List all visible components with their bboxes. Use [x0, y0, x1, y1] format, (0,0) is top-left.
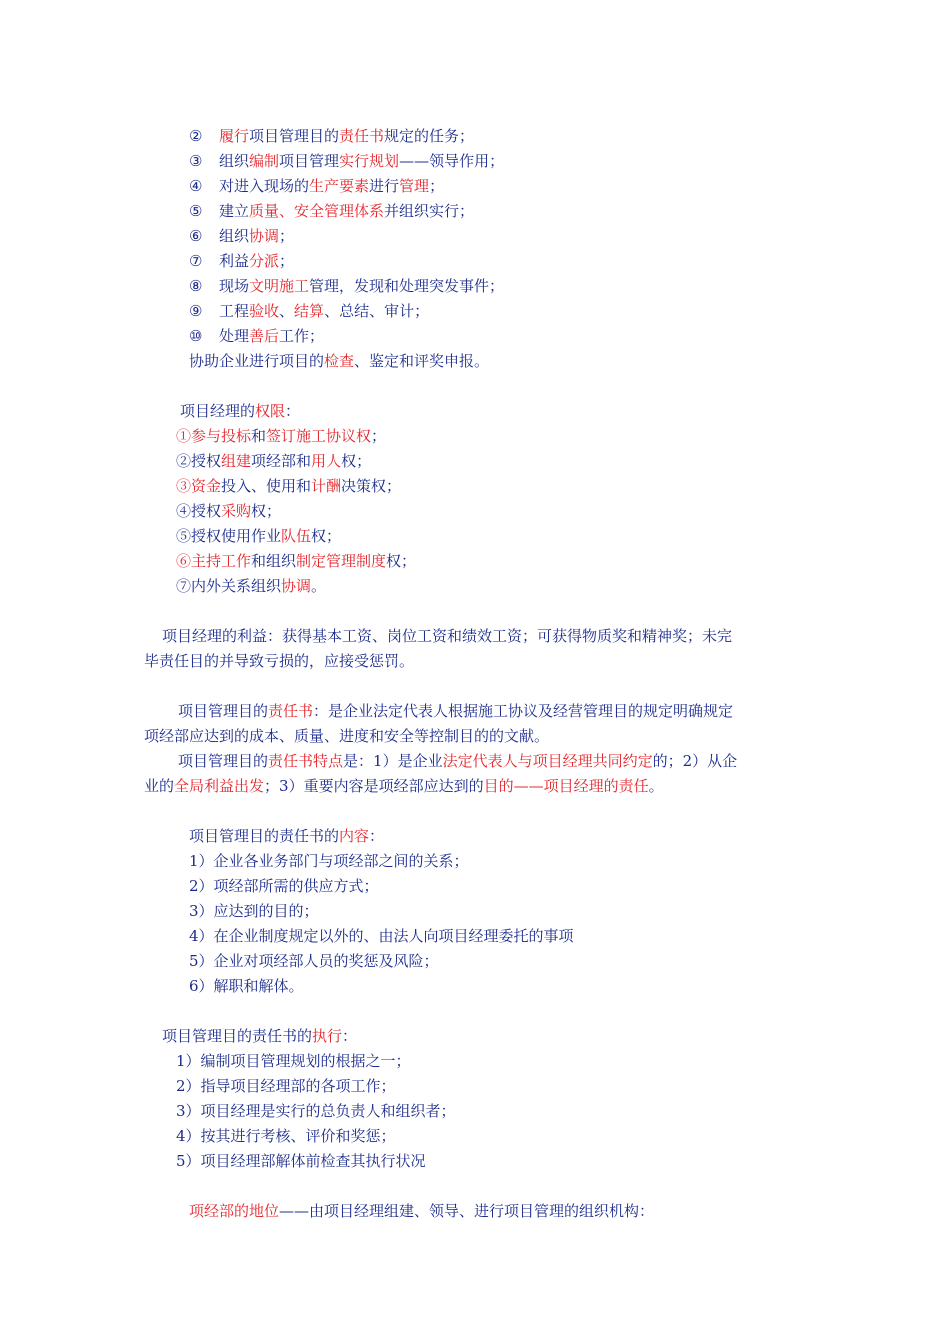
duty-num: ⑥ — [189, 227, 203, 245]
content-item: 6）解职和解体。 — [189, 977, 304, 995]
text-segment: 项目管理 — [279, 152, 340, 170]
duty-num: ④ — [189, 177, 203, 195]
highlighted-term: 责任书 — [339, 127, 385, 145]
text-segment: 的；2）从企 — [652, 752, 738, 770]
highlighted-term: 权限 — [255, 402, 286, 420]
highlighted-term: 实行规划 — [339, 152, 400, 170]
execution-item: 5）项目经理部解体前检查其执行状况 — [176, 1152, 426, 1170]
text-segment: 项经部和 — [251, 452, 312, 470]
highlighted-term: 制定管理制度 — [296, 552, 387, 570]
text-segment: 规定的任务； — [384, 127, 475, 145]
text-segment: 进行 — [369, 177, 400, 195]
highlighted-term: 全局利益出发 — [174, 777, 265, 795]
text-segment: 组织 — [219, 152, 250, 170]
highlighted-term: 法定代表人与项目经理共同约定 — [442, 752, 653, 770]
highlighted-term: 善后 — [249, 327, 280, 345]
text-segment: 是：1）是企业 — [343, 752, 443, 770]
highlighted-term: 协调 — [249, 227, 280, 245]
authority-item — [176, 426, 386, 446]
highlighted-term: 内容 — [339, 827, 370, 845]
text-segment: ——领导作用； — [399, 152, 505, 170]
text-segment: ②授权 — [176, 452, 222, 470]
authority-item — [176, 551, 416, 571]
highlighted-term: 采购 — [221, 502, 252, 520]
text-segment: 决策权； — [341, 477, 402, 495]
highlighted-term: 用人 — [311, 452, 342, 470]
text-segment: ； — [279, 227, 295, 245]
text-segment: 权； — [311, 527, 342, 545]
content-heading — [189, 826, 384, 846]
text-segment: 利益 — [219, 252, 250, 270]
highlighted-term: 组建 — [221, 452, 252, 470]
execution-heading — [162, 1026, 357, 1046]
highlighted-term: 协调 — [281, 577, 312, 595]
content-item: 3）应达到的目的； — [189, 902, 319, 920]
text-segment: 现场 — [219, 277, 250, 295]
text-segment: 项目经理的利益：获得基本工资、岗位工资和绩效工资；可获得物质奖和精神奖；未完 — [162, 627, 733, 645]
duty-text — [219, 152, 504, 170]
text-segment: 项目管理目的 — [249, 127, 340, 145]
authority-item — [176, 526, 341, 546]
duty-item — [189, 226, 294, 246]
duty-item — [189, 251, 294, 271]
text-segment: 并组织实行； — [384, 202, 475, 220]
text-segment: ；3）重要内容是项经部应达到的 — [264, 777, 484, 795]
text-segment: 项目管理目的责任书的 — [162, 1027, 313, 1045]
text-segment: ：是企业法定代表人根据施工协议及经营管理目的规定明确规定 — [313, 702, 734, 720]
text-segment: 权； — [341, 452, 372, 470]
text-segment: 项经部应达到的成本、质量、进度和安全等控制目的的文献。 — [144, 727, 550, 745]
duty-num: ⑩ — [189, 327, 203, 345]
duty-item — [189, 201, 474, 221]
benefit-line — [162, 626, 732, 646]
text-segment: 工程 — [219, 302, 250, 320]
highlighted-term: ①参与投标 — [176, 427, 252, 445]
text-segment: 毕责任目的并导致亏损的，应接受惩罚。 — [144, 652, 415, 670]
execution-item: 1）编制项目管理规划的根据之一； — [176, 1052, 411, 1070]
highlighted-term: 计酬 — [311, 477, 342, 495]
highlighted-term: 履行 — [219, 127, 250, 145]
duty-num: ⑧ — [189, 277, 203, 295]
authority-item — [176, 451, 371, 471]
duty-num: ⑤ — [189, 202, 203, 220]
duty-text — [219, 277, 504, 295]
duty-item — [189, 176, 444, 196]
highlighted-term: 责任书 — [268, 702, 314, 720]
responsibility-line — [144, 726, 549, 746]
text-segment: 处理 — [219, 327, 250, 345]
execution-item: 2）指导项目经理部的各项工作； — [176, 1077, 396, 1095]
duty-text — [219, 302, 429, 320]
authority-heading — [180, 401, 300, 421]
duty-text — [219, 327, 324, 345]
text-segment: 工作； — [279, 327, 325, 345]
text-segment: 和组织 — [251, 552, 297, 570]
authority-item — [176, 476, 401, 496]
responsibility-line — [144, 776, 664, 796]
text-segment: 。 — [311, 577, 327, 595]
duty-num: ⑨ — [189, 302, 203, 320]
text-segment: 业的 — [144, 777, 175, 795]
content-item: 5）企业对项经部人员的奖惩及风险； — [189, 952, 439, 970]
text-segment: 项目经理的 — [180, 402, 256, 420]
duty-item — [189, 126, 474, 146]
highlighted-term: 目的——项目经理的责任 — [483, 777, 649, 795]
execution-item: 3）项目经理是实行的总负责人和组织者； — [176, 1102, 456, 1120]
responsibility-line — [178, 751, 737, 771]
text-segment: 项目管理目的责任书的 — [189, 827, 340, 845]
text-segment: ； — [371, 427, 387, 445]
duty-text — [219, 177, 444, 195]
text-segment: 、鉴定和评奖申报。 — [354, 352, 490, 370]
duty-item — [189, 326, 324, 346]
text-segment: 项目管理目的 — [178, 702, 269, 720]
duty-text — [219, 252, 294, 270]
benefit-line — [144, 651, 414, 671]
duty-text — [219, 127, 474, 145]
highlighted-term: 文明施工 — [249, 277, 310, 295]
authority-item — [176, 576, 326, 596]
content-item: 4）在企业制度规定以外的、由法人向项目经理委托的事项 — [189, 927, 574, 945]
text-segment: 、总结、审计； — [324, 302, 430, 320]
duty-num: ② — [189, 127, 203, 145]
duty-text — [219, 227, 294, 245]
text-segment: ： — [369, 827, 385, 845]
highlighted-term: 责任书特点 — [268, 752, 344, 770]
text-segment: ⑤授权使用作业 — [176, 527, 282, 545]
text-segment: 权； — [386, 552, 417, 570]
text-segment: 建立 — [219, 202, 250, 220]
text-segment: 组织 — [219, 227, 250, 245]
highlighted-term: 分派 — [249, 252, 280, 270]
department-status-line — [189, 1201, 654, 1221]
highlighted-term: 管理 — [399, 177, 430, 195]
execution-item: 4）按其进行考核、评价和奖惩； — [176, 1127, 396, 1145]
text-segment: ： — [342, 1027, 358, 1045]
highlighted-term: 检查 — [324, 352, 355, 370]
text-segment: ④授权 — [176, 502, 222, 520]
text-segment: 管理，发现和处理突发事件； — [309, 277, 505, 295]
duty-text — [219, 202, 474, 220]
text-segment: ——由项目经理组建、领导、进行项目管理的组织机构： — [279, 1202, 655, 1220]
duty-num: ③ — [189, 152, 203, 170]
responsibility-line — [178, 701, 733, 721]
duty-extra — [189, 351, 489, 371]
highlighted-term: ⑥主持工作 — [176, 552, 252, 570]
text-segment: 和 — [251, 427, 267, 445]
text-segment: 协助企业进行项目的 — [189, 352, 325, 370]
highlighted-term: 签订施工协议权 — [266, 427, 372, 445]
text-segment: 、 — [279, 302, 295, 320]
duty-item — [189, 301, 429, 321]
highlighted-term: ③资金 — [176, 477, 222, 495]
duty-item — [189, 276, 504, 296]
text-segment: 对进入现场的 — [219, 177, 310, 195]
text-segment: 。 — [648, 777, 664, 795]
highlighted-term: 队伍 — [281, 527, 312, 545]
text-segment: ； — [429, 177, 445, 195]
highlighted-term: 验收 — [249, 302, 280, 320]
highlighted-term: 项经部的地位 — [189, 1202, 280, 1220]
text-segment: 投入、使用和 — [221, 477, 312, 495]
highlighted-term: 质量、安全管理体系 — [249, 202, 385, 220]
authority-item — [176, 501, 281, 521]
duty-item — [189, 151, 504, 171]
text-segment: ： — [285, 402, 301, 420]
highlighted-term: 生产要素 — [309, 177, 370, 195]
content-item: 2）项经部所需的供应方式； — [189, 877, 379, 895]
text-segment: 权； — [251, 502, 282, 520]
duty-num: ⑦ — [189, 252, 203, 270]
text-segment: 项目管理目的 — [178, 752, 269, 770]
text-segment: ； — [279, 252, 295, 270]
highlighted-term: 执行 — [312, 1027, 343, 1045]
text-segment: ⑦内外关系组织 — [176, 577, 282, 595]
highlighted-term: 编制 — [249, 152, 280, 170]
highlighted-term: 结算 — [294, 302, 325, 320]
content-item: 1）企业各业务部门与项经部之间的关系； — [189, 852, 469, 870]
